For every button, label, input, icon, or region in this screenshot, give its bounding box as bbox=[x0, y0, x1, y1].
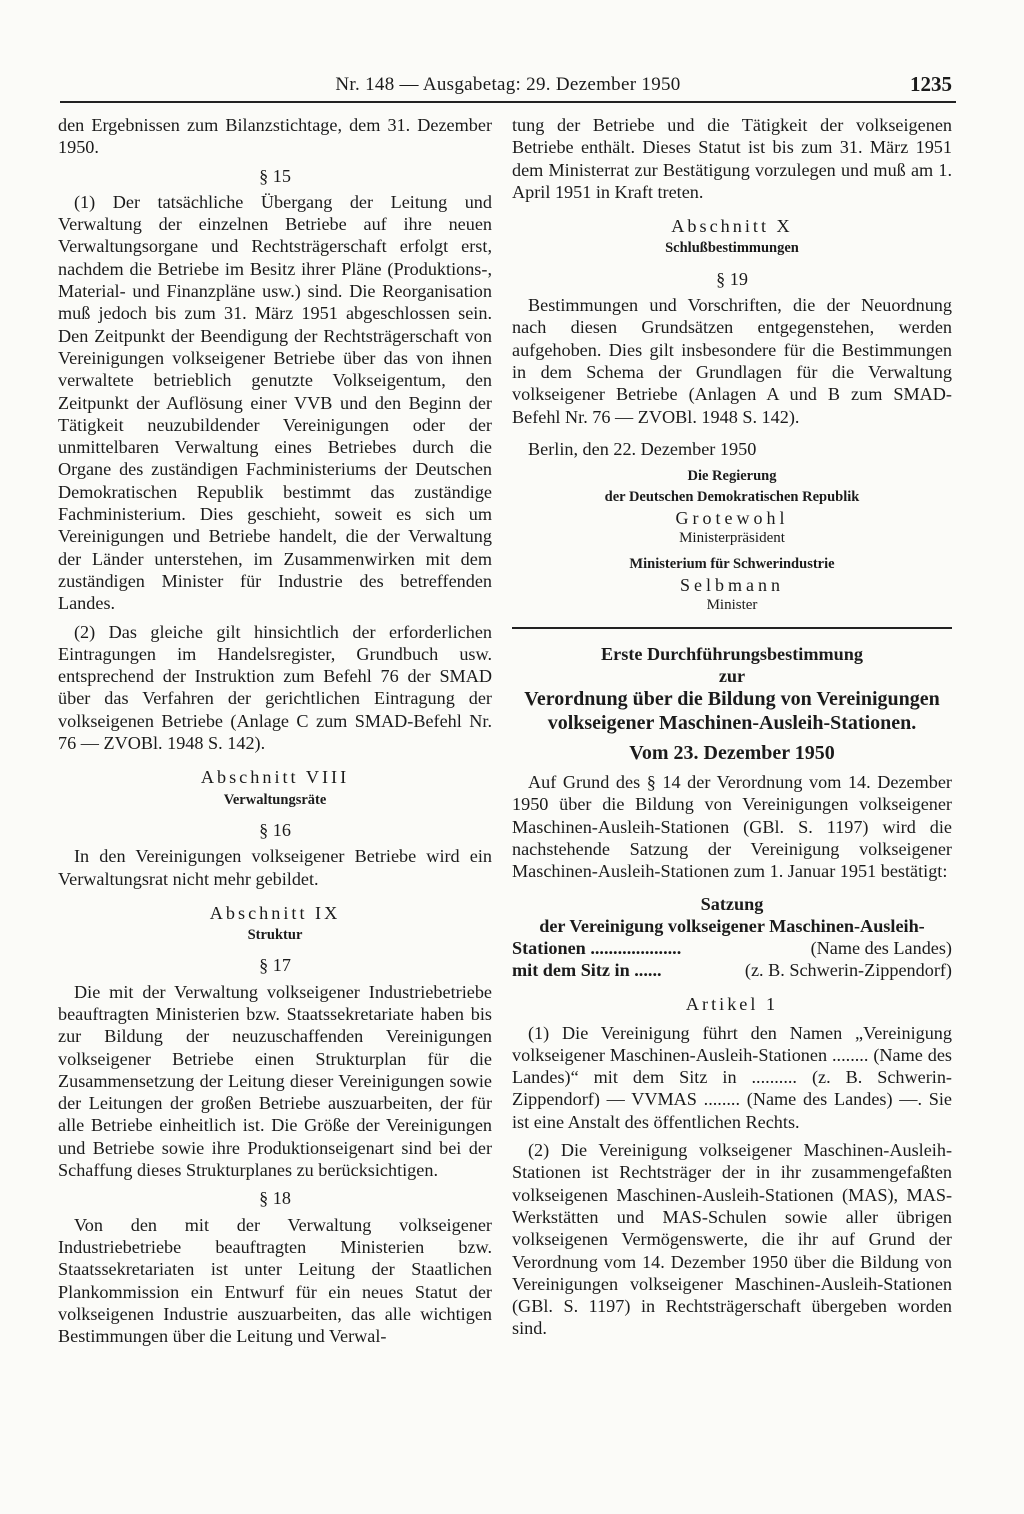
signatory-1-name: Grotewohl bbox=[675, 508, 789, 529]
government-line-2: der Deutschen Demokratischen Republik bbox=[604, 489, 860, 506]
decree-paragraph: Auf Grund des § 14 der Verordnung vom 14. Dezember 1950 über die Bildung von Vereinigungen volkseigener Maschinen-Ausleih-Stationen (GBl. S. 1197) wird die nachstehende Satzung der Vereinigung volkseigener Maschinen-Ausleih-Stationen zum 1. Januar 1951 bestätigt: bbox=[512, 772, 952, 882]
page-header bbox=[60, 68, 956, 98]
abschnitt-9-title: Struktur bbox=[247, 927, 303, 944]
decree-title-line-3: Verordnung über die Bildung von Vereinigungen bbox=[524, 688, 940, 711]
section-18-heading: § 18 bbox=[259, 1188, 291, 1209]
section-15-heading: § 15 bbox=[259, 165, 291, 186]
section-16-heading: § 16 bbox=[259, 819, 291, 840]
section-17-heading: § 17 bbox=[259, 955, 291, 976]
section-19-heading: § 19 bbox=[716, 268, 748, 289]
page-number: 1235 bbox=[910, 72, 952, 96]
section-19-paragraph: Bestimmungen und Vorschriften, die der Neuordnung nach diesen Grundsätzen entgegenstehen, werden aufgehoben. Dies gilt insbesondere für die Bestimmungen in dem Schema der Grundlagen für die Verwaltung volkseigener Betriebe (Anlagen A und B zum SMAD-Befehl Nr. 76 — ZVOBl. 1948 S. 142). bbox=[512, 295, 952, 427]
government-line-1: Die Regierung bbox=[687, 468, 777, 485]
signatory-2-role: Minister bbox=[706, 597, 758, 614]
artikel-1-heading: Artikel 1 bbox=[685, 994, 779, 1015]
issue-line: Nr. 148 — Ausgabetag: 29. Dezember 1950 bbox=[335, 74, 681, 95]
section-divider bbox=[512, 627, 952, 629]
place-date: Berlin, den 22. Dezember 1950 bbox=[528, 438, 757, 459]
header-rule bbox=[60, 101, 956, 103]
satzung-line-2 bbox=[512, 937, 952, 959]
satzung-heading: Satzung bbox=[700, 893, 764, 914]
decree-title-line-2: zur bbox=[718, 666, 746, 687]
satzung-line-3 bbox=[512, 959, 952, 981]
intro-paragraph: den Ergebnissen zum Bilanzstichtage, dem 31. Dezember 1950. bbox=[58, 115, 492, 158]
left-column bbox=[58, 114, 492, 1347]
decree-title-line-1: Erste Durchführungsbestimmung bbox=[601, 644, 863, 665]
artikel-1-paragraph-2: (2) Die Vereinigung volkseigener Maschinen-Ausleih-Stationen ist Rechtsträger der in ihr zusammengefaßten volkseigenen Maschinen-Ausleih-Stationen (MAS), MAS-Werkstätten und MAS-Schulen sowie aller übrigen volkseigenen Vermögenswerte, die ihr auf Grund der Verordnung vom 14. Dezember 1950 über die Bildung von Vereinigungen volkseigener Maschinen-Ausleih-Stationen (GBl. S. 1197) in Rechtsträgerschaft übergeben worden sind. bbox=[512, 1140, 952, 1339]
right-column bbox=[512, 114, 952, 1340]
section-15-paragraph-1: (1) Der tatsächliche Übergang der Leitung und Verwaltung der einzelnen Betriebe auf ihre neuen Verwaltungsorgane und Rechtsträgerschaft erfolgt erst, nachdem die Betriebe im Besitz ihrer Pläne (Produktions-, Material- und Finanzpläne usw.) sind. Die Reorganisation muß jedoch bis zum 31. März 1951 abgeschlossen sein. Den Zeitpunkt der Beendigung der Rechtsträgerschaft von Vereinigungen volkseigener Betriebe über das von ihnen verwaltete betrieblich genutzte Volkseigentum, den Zeitpunkt der Auflösung einer VVB und den Beginn der Tätigkeit neuzubildender Vereinigungen oder der unmittelbaren Verwaltung eines Betriebes durch die Organe des zuständigen Fachministeriums der Deutschen Demokratischen Republik bestimmt das zuständige Fachministerium. Dies geschieht, soweit es sich um Vereinigungen und Betriebe handelt, die der Verwaltung der Länder unterstehen, im Zusammenwirken mit dem zuständigen Minister für Industrie des betreffenden Landes. bbox=[58, 191, 492, 614]
section-18-paragraph: Von den mit der Verwaltung volkseigener Industriebetriebe beauftragten Ministerien bzw. Staatssekretariaten ist unter Leitung der Staatlichen Plankommission ein Entwurf für ein neues Statut der volkseigenen Industrie auszuarbeiten, das alle wichtigen Bestimmungen über die Leitung und Verwal- bbox=[58, 1214, 492, 1347]
signatory-2-name: Selbmann bbox=[680, 575, 784, 596]
abschnitt-8-title: Verwaltungsräte bbox=[223, 791, 327, 808]
artikel-1-paragraph-1: (1) Die Vereinigung führt den Namen „Vereinigung volkseigener Maschinen-Ausleih-Stationen ........ (Name des Landes)“ mit dem Sitz in .......... (z. B. Schwerin-Zippendorf) — VVMAS ........ (Name des Landes) —. Sie ist eine Anstalt des öffentlichen Rechts. bbox=[512, 1022, 952, 1132]
continuation-paragraph: tung der Betriebe und die Tätigkeit der volkseigenen Betriebe enthält. Dieses Statut ist bis zum 31. März 1951 dem Ministerrat zur Bestätigung vorzulegen und muß am 1. April 1951 in Kraft treten. bbox=[512, 115, 952, 202]
section-15-paragraph-2: (2) Das gleiche gilt hinsichtlich der erforderlichen Eintragungen im Handelsregister, Grundbuch usw. entsprechend der Instruktion zum Befehl 76 der SMAD über das Verfahren der gerichtlichen Eintragung der volkseigenen Betriebe (Anlage C zum SMAD-Befehl Nr. 76 — ZVOBl. 1948 S. 142). bbox=[58, 621, 492, 754]
abschnitt-9-heading: Abschnitt IX bbox=[209, 902, 341, 923]
satzung-line-3-left: mit dem Sitz in ...... bbox=[512, 959, 662, 980]
decree-date: Vom 23. Dezember 1950 bbox=[629, 742, 835, 765]
abschnitt-8-heading: Abschnitt VIII bbox=[200, 767, 350, 788]
satzung-line-2-left: Stationen .................... bbox=[512, 937, 682, 958]
section-16-paragraph: In den Vereinigungen volkseigener Betriebe wird ein Verwaltungsrat nicht mehr gebildet. bbox=[58, 846, 492, 889]
ministry-line: Ministerium für Schwerindustrie bbox=[629, 556, 835, 573]
section-17-paragraph: Die mit der Verwaltung volkseigener Industriebetriebe beauftragten Ministerien bzw. Staatssekretariate haben bis zur Bildung der neuzuschaffenden Vereinigungen volkseigener Betriebe einen Strukturplan für die Zusammensetzung der Leitung dieser Vereinigungen sowie der Leitungen der großen Betriebe auszuarbeiten, der für alle Betriebe einheitlich ist. Die Größe der Vereinigungen und Betriebe sowie ihre Produktionseigenart sind bei der Schaffung dieses Strukturplanes zu berücksichtigen. bbox=[58, 981, 492, 1181]
signatory-1-role: Ministerpräsident bbox=[679, 530, 785, 547]
satzung-line-3-right: (z. B. Schwerin-Zippendorf) bbox=[744, 959, 952, 980]
abschnitt-10-heading: Abschnitt X bbox=[671, 216, 793, 237]
satzung-line-2-right: (Name des Landes) bbox=[810, 937, 952, 958]
decree-title-line-4: volkseigener Maschinen-Ausleih-Stationen. bbox=[547, 712, 917, 735]
satzung-line-1: der Vereinigung volkseigener Maschinen-Ausleih- bbox=[539, 915, 925, 936]
abschnitt-10-title: Schlußbestimmungen bbox=[665, 240, 799, 257]
